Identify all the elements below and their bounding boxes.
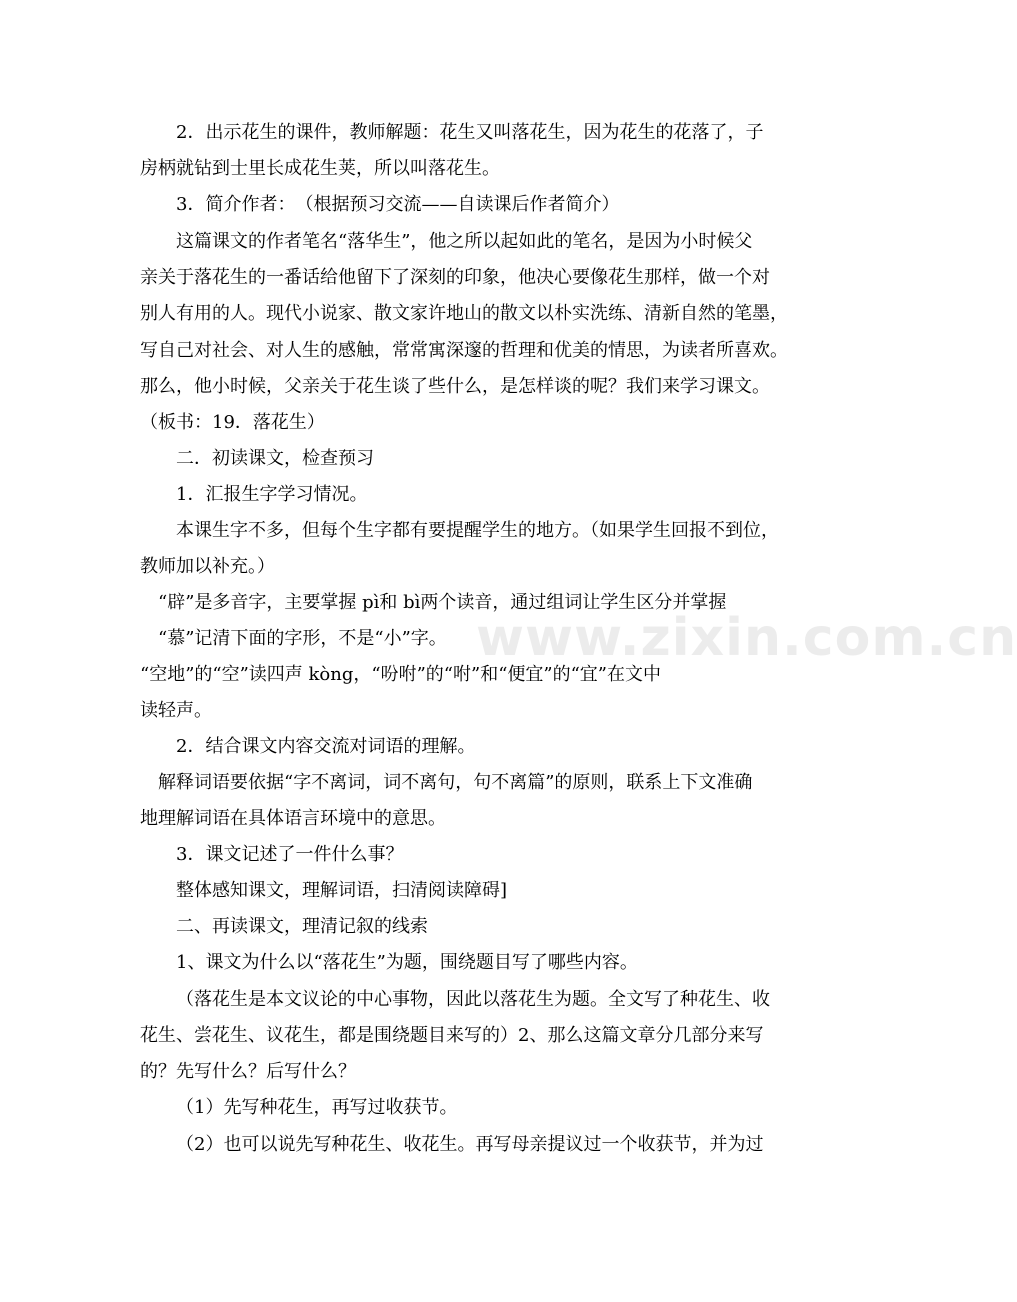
text-line: 地理解词语在具体语言环境中的意思。 bbox=[140, 808, 446, 829]
text-line: （2）也可以说先写种花生、收花生。再写母亲提议过一个收获节，并为过 bbox=[176, 1134, 764, 1155]
text-line: “空地”的“空”读四声 kòng，“吩咐”的“咐”和“便宜”的“宜”在文中 bbox=[140, 664, 662, 685]
text-line: 本课生字不多，但每个生字都有要提醒学生的地方。（如果学生回报不到位， bbox=[176, 520, 779, 541]
text-line: 的？先写什么？后写什么？ bbox=[140, 1061, 356, 1082]
section-heading: 二．初读课文，检查预习 bbox=[176, 448, 374, 469]
text-line: 读轻声。 bbox=[140, 700, 212, 721]
text-line: 2．出示花生的课件，教师解题：花生又叫落花生，因为花生的花落了，子 bbox=[176, 122, 764, 143]
text-line: 整体感知课文，理解词语，扫清阅读障碍] bbox=[176, 880, 508, 901]
text-line: 写自己对社会、对人生的感触，常常寓深邃的哲理和优美的情思，为读者所喜欢。 bbox=[140, 340, 788, 361]
watermark: www.zixin.com.cn bbox=[476, 608, 1017, 668]
text-line: 教师加以补充。） bbox=[140, 556, 275, 577]
text-line: 房柄就钻到士里长成花生荚，所以叫落花生。 bbox=[140, 158, 500, 179]
text-line: 1、课文为什么以“落花生”为题，围绕题目写了哪些内容。 bbox=[176, 952, 638, 973]
section-heading: 二、再读课文，理清记叙的线索 bbox=[176, 916, 428, 937]
text-line: 3．课文记述了一件什么事？ bbox=[176, 844, 404, 865]
text-line: 2．结合课文内容交流对词语的理解。 bbox=[176, 736, 476, 757]
text-line: 解释词语要依据“字不离词，词不离句，句不离篇”的原则，联系上下文准确 bbox=[158, 772, 753, 793]
text-line: 花生、尝花生、议花生，都是围绕题目来写的）2、那么这篇文章分几部分来写 bbox=[140, 1025, 764, 1046]
text-line: 3．简介作者： （根据预习交流——自读课后作者简介） bbox=[176, 194, 620, 215]
text-line: 这篇课文的作者笔名“落华生”，他之所以起如此的笔名，是因为小时候父 bbox=[176, 231, 753, 252]
text-line: “辟”是多音字，主要掌握 pì和 bì两个读音，通过组词让学生区分并掌握 bbox=[158, 592, 727, 613]
text-line: （1）先写种花生，再写过收获节。 bbox=[176, 1097, 458, 1118]
text-line: 1．汇报生字学习情况。 bbox=[176, 484, 368, 505]
text-line: （落花生是本文议论的中心事物，因此以落花生为题。全文写了种花生、收 bbox=[176, 989, 770, 1010]
text-line: 那么，他小时候，父亲关于花生谈了些什么，是怎样谈的呢？我们来学习课文。 bbox=[140, 376, 770, 397]
text-line: “慕”记清下面的字形，不是“小”字。 bbox=[158, 628, 447, 649]
text-line: （板书：19．落花生） bbox=[140, 412, 325, 433]
text-line: 别人有用的人。现代小说家、散文家许地山的散文以朴实洗练、清新自然的笔墨， bbox=[140, 303, 788, 324]
text-line: 亲关于落花生的一番话给他留下了深刻的印象，他决心要像花生那样，做一个对 bbox=[140, 267, 770, 288]
